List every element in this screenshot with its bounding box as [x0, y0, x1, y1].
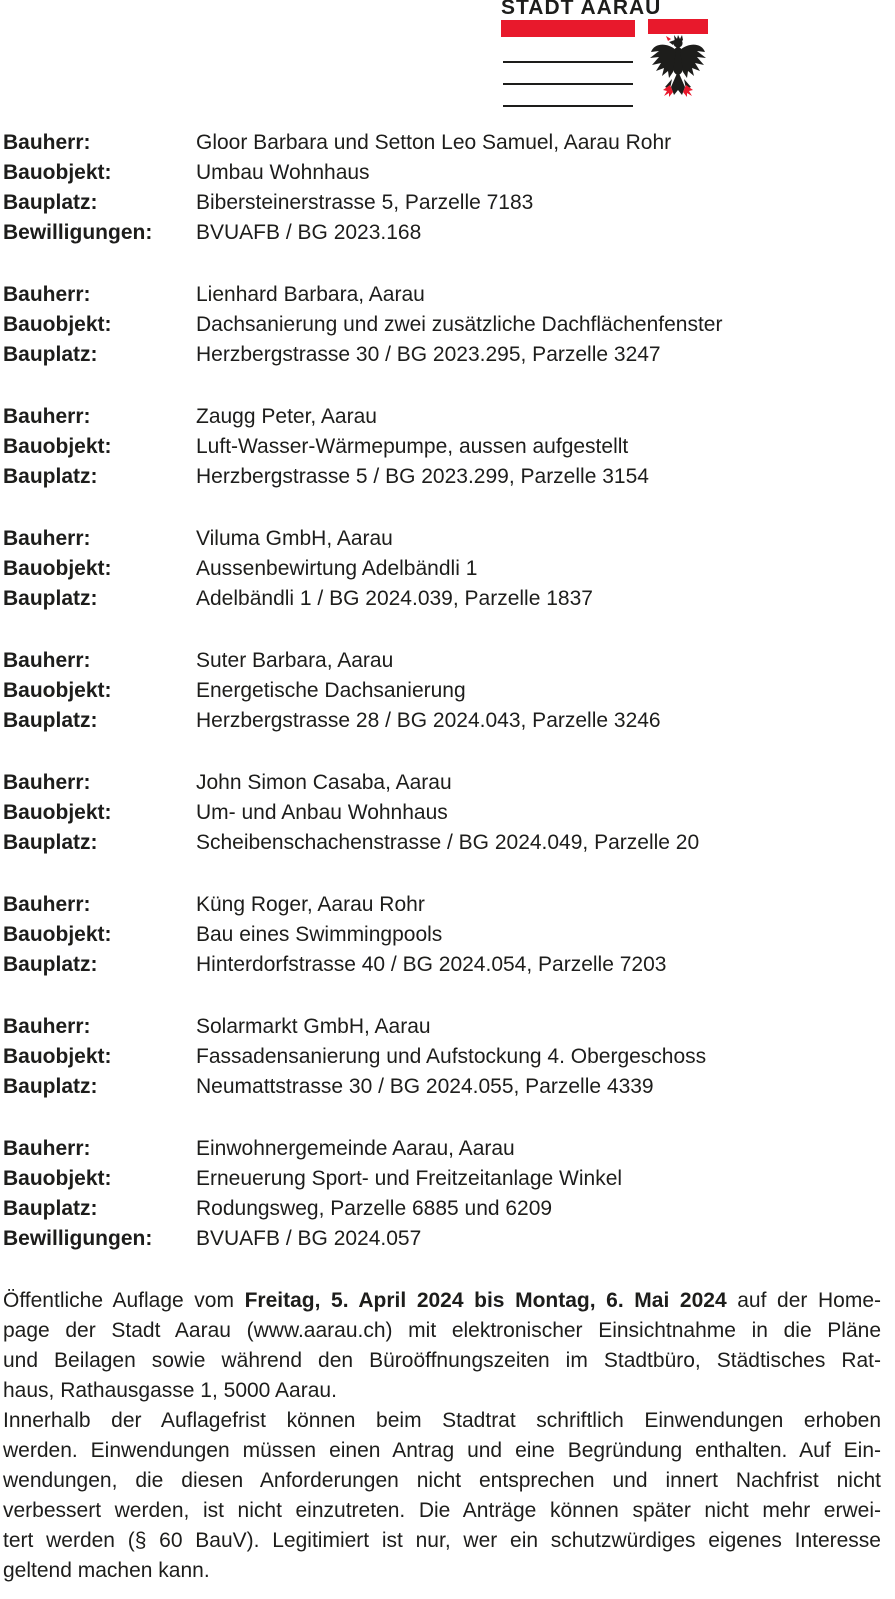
permit-entry: [3, 768, 895, 858]
permit-field-value: Scheibenschachenstrasse / BG 2024.049, Parzelle 20: [196, 831, 700, 854]
permit-row: [3, 706, 895, 736]
permit-list: [3, 128, 895, 1254]
text-segment: und Beilagen sowie während den Büroöffnungszeiten im Stadtbüro, Städtisches Rat-: [3, 1349, 881, 1372]
permit-field-label: Bauherr:: [3, 283, 91, 306]
permit-row: [3, 188, 895, 218]
permit-row: [3, 402, 895, 432]
permit-field-label: Bauobjekt:: [3, 1167, 112, 1190]
permit-field-label: Bauobjekt:: [3, 435, 112, 458]
permit-row: [3, 462, 895, 492]
permit-field-label: Bauplatz:: [3, 343, 98, 366]
text-segment: Freitag, 5. April 2024 bis Montag, 6. Mai 2024: [244, 1289, 727, 1312]
permit-field-label: Bauobjekt:: [3, 801, 112, 824]
permit-field-value: Herzbergstrasse 5 / BG 2023.299, Parzelle 3154: [196, 465, 649, 488]
permit-row: [3, 1072, 895, 1102]
text-segment: Öffentliche Auflage vom: [3, 1289, 245, 1312]
notice-line: [3, 1406, 881, 1436]
text-segment: tert werden (§ 60 BauV). Legitimiert ist nur, wer ein schutzwürdiges eigenes Interesse: [3, 1529, 881, 1552]
permit-field-value: Gloor Barbara und Setton Leo Samuel, Aarau Rohr: [196, 131, 672, 154]
permit-field-value: Bau eines Swimmingpools: [196, 923, 443, 946]
permit-field-label: Bauherr:: [3, 1015, 91, 1038]
permit-field-value: Energetische Dachsanierung: [196, 679, 466, 702]
permit-field-label: Bauherr:: [3, 527, 91, 550]
permit-entry: [3, 646, 895, 736]
permit-field-label: Bauobjekt:: [3, 161, 112, 184]
permit-row: [3, 218, 895, 248]
permit-row: [3, 1134, 895, 1164]
notice-line: [3, 1316, 881, 1346]
notice-line: [3, 1376, 881, 1406]
logo-wordmark-block: [501, 0, 662, 19]
permit-field-value: Küng Roger, Aarau Rohr: [196, 893, 425, 916]
permit-row: [3, 950, 895, 980]
permit-field-value: Viluma GmbH, Aarau: [196, 527, 393, 550]
text-segment: verbessert werden, ist nicht einzutreten. Die Anträge können später nicht mehr erwei-: [3, 1499, 881, 1522]
permit-field-value: Herzbergstrasse 28 / BG 2024.043, Parzelle 3246: [196, 709, 661, 732]
notice-line: [3, 1436, 881, 1466]
permit-row: [3, 1224, 895, 1254]
notice-line: [3, 1466, 881, 1496]
notice-line: [3, 1526, 881, 1556]
notice-line: [3, 1496, 881, 1526]
permit-row: [3, 584, 895, 614]
permit-row: [3, 432, 895, 462]
permit-row: [3, 1012, 895, 1042]
logo-title: STADT AARAU: [501, 0, 662, 19]
permit-field-label: Bauobjekt:: [3, 679, 112, 702]
permit-field-value: Herzbergstrasse 30 / BG 2023.295, Parzelle 3247: [196, 343, 661, 366]
permit-row: [3, 676, 895, 706]
permit-field-label: Bauplatz:: [3, 191, 98, 214]
permit-field-value: Einwohnergemeinde Aarau, Aarau: [196, 1137, 515, 1160]
permit-entry: [3, 890, 895, 980]
permit-field-value: Solarmarkt GmbH, Aarau: [196, 1015, 431, 1038]
permit-row: [3, 1042, 895, 1072]
text-segment: geltend machen kann.: [3, 1559, 210, 1582]
permit-field-value: Umbau Wohnhaus: [196, 161, 370, 184]
permit-field-value: Um- und Anbau Wohnhaus: [196, 801, 448, 824]
permit-field-label: Bauplatz:: [3, 831, 98, 854]
permit-field-label: Bauobjekt:: [3, 1045, 112, 1068]
text-segment: auf der Home-: [726, 1289, 882, 1312]
permit-row: [3, 646, 895, 676]
permit-row: [3, 554, 895, 584]
permit-field-label: Bewilligungen:: [3, 221, 153, 244]
stadt-aarau-logo: [488, 0, 713, 112]
permit-field-label: Bauplatz:: [3, 1197, 98, 1220]
permit-field-value: John Simon Casaba, Aarau: [196, 771, 452, 794]
permit-row: [3, 280, 895, 310]
permit-field-label: Bauobjekt:: [3, 313, 112, 336]
permit-row: [3, 158, 895, 188]
permit-field-label: Bauplatz:: [3, 1075, 98, 1098]
permit-row: [3, 128, 895, 158]
text-segment: page der Stadt Aarau (www.aarau.ch) mit elektronischer Einsichtnahme in die Pläne: [3, 1319, 881, 1342]
permit-field-label: Bauplatz:: [3, 709, 98, 732]
permit-field-label: Bauobjekt:: [3, 557, 112, 580]
permit-row: [3, 798, 895, 828]
permit-row: [3, 828, 895, 858]
text-segment: wendungen, die diesen Anforderungen nicht entsprechen und innert Nachfrist nicht: [3, 1469, 881, 1492]
permit-field-label: Bauplatz:: [3, 465, 98, 488]
permit-field-value: Neumattstrasse 30 / BG 2024.055, Parzelle 4339: [196, 1075, 654, 1098]
permit-field-label: Bewilligungen:: [3, 1227, 153, 1250]
permit-row: [3, 768, 895, 798]
permit-field-value: Fassadensanierung und Aufstockung 4. Obergeschoss: [196, 1045, 707, 1068]
permit-field-value: Adelbändli 1 / BG 2024.039, Parzelle 1837: [196, 587, 593, 610]
permit-entry: [3, 128, 895, 248]
permit-field-value: Lienhard Barbara, Aarau: [196, 283, 425, 306]
permit-row: [3, 1194, 895, 1224]
permit-field-label: Bauherr:: [3, 131, 91, 154]
permit-field-value: Aussenbewirtung Adelbändli 1: [196, 557, 478, 580]
logo-red-bar: [501, 20, 635, 37]
permit-field-value: Suter Barbara, Aarau: [196, 649, 394, 672]
permit-entry: [3, 1012, 895, 1102]
permit-field-label: Bauherr:: [3, 405, 91, 428]
logo-rule-line: [503, 61, 633, 63]
permit-field-value: Bibersteinerstrasse 5, Parzelle 7183: [196, 191, 534, 214]
permit-field-value: Hinterdorfstrasse 40 / BG 2024.054, Parzelle 7203: [196, 953, 667, 976]
permit-field-value: Rodungsweg, Parzelle 6885 und 6209: [196, 1197, 553, 1220]
text-segment: haus, Rathausgasse 1, 5000 Aarau.: [3, 1379, 337, 1402]
permit-row: [3, 310, 895, 340]
text-segment: werden. Einwendungen müssen einen Antrag und eine Begründung enthalten. Auf Ein-: [3, 1439, 881, 1462]
permit-field-label: Bauherr:: [3, 893, 91, 916]
permit-field-value: Zaugg Peter, Aarau: [196, 405, 377, 428]
page-header: [3, 0, 895, 128]
permit-field-label: Bauobjekt:: [3, 923, 112, 946]
permit-field-label: Bauplatz:: [3, 587, 98, 610]
permit-entry: [3, 1134, 895, 1254]
notice-line: [3, 1286, 881, 1316]
permit-field-label: Bauplatz:: [3, 953, 98, 976]
permit-field-label: Bauherr:: [3, 649, 91, 672]
permit-field-label: Bauherr:: [3, 1137, 91, 1160]
permit-field-label: Bauherr:: [3, 771, 91, 794]
permit-row: [3, 524, 895, 554]
permit-field-value: BVUAFB / BG 2024.057: [196, 1227, 422, 1250]
permit-field-value: Luft-Wasser-Wärmepumpe, aussen aufgestellt: [196, 435, 629, 458]
permit-row: [3, 340, 895, 370]
permit-field-value: BVUAFB / BG 2023.168: [196, 221, 422, 244]
permit-field-value: Dachsanierung und zwei zusätzliche Dachflächenfenster: [196, 313, 723, 336]
public-notice-text: [3, 1286, 881, 1586]
permit-entry: [3, 524, 895, 614]
permit-entry: [3, 402, 895, 492]
permit-entry: [3, 280, 895, 370]
permit-row: [3, 890, 895, 920]
notice-line: [3, 1556, 881, 1586]
logo-rule-line: [503, 83, 633, 85]
text-segment: Innerhalb der Auflagefrist können beim Stadtrat schriftlich Einwendungen erhoben: [3, 1409, 881, 1432]
permit-row: [3, 1164, 895, 1194]
notice-line: [3, 1346, 881, 1376]
permit-field-value: Erneuerung Sport- und Freitzeitanlage Winkel: [196, 1167, 623, 1190]
permit-row: [3, 920, 895, 950]
logo-rule-line: [503, 105, 633, 107]
aarau-coat-of-arms-eagle-icon: [648, 19, 708, 101]
